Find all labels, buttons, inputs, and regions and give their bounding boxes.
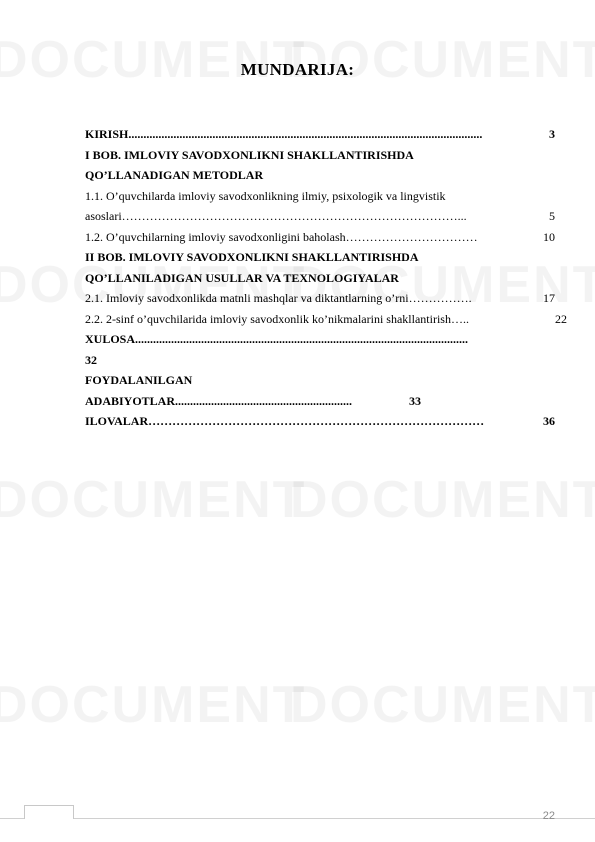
toc-section-2-2[interactable]: 2.2. 2-sinf o’quvchilarida imloviy savodxonlik ko’nikmalarini shakllantirish ….. 22 — [85, 311, 567, 326]
table-of-contents — [85, 124, 567, 432]
toc-chapter-1-heading[interactable]: I BOB. IMLOVIY SAVODXONLIKNI SHAKLLANTIRISHDA — [85, 147, 414, 162]
toc-chapter-2-heading[interactable]: II BOB. IMLOVIY SAVODXONLIKNI SHAKLLANTIRISHDA — [85, 250, 419, 264]
toc-section-1-1[interactable]: 1.1. O’quvchilarda imloviy savodxonlikning ilmiy, psixologik va lingvistik — [85, 188, 446, 203]
watermark — [290, 470, 595, 530]
toc-chapter-1-heading-cont[interactable]: QO’LLANADIGAN METODLAR — [85, 168, 264, 182]
footer-rule — [0, 818, 595, 819]
footer-tab — [24, 805, 74, 819]
page-number: 22 — [542, 810, 555, 822]
toc-section-2-1[interactable]: 2.1. Imloviy savodxonlikda matnli mashqlar va diktantlarning o’rni ……………. 17 — [85, 291, 555, 305]
toc-chapter-2-heading-cont[interactable]: QO’LLANILADIGAN USULLAR VA TEXNOLOGIYALAR — [85, 270, 399, 285]
toc-entry-ilovalar[interactable]: ILOVALAR ………………………………………………………………………… 36 — [85, 414, 555, 428]
toc-entry-xulosa[interactable]: XULOSA ............................................................................................................... — [85, 332, 469, 346]
toc-entry-adabiyotlar[interactable]: FOYDALANILGAN — [85, 373, 193, 387]
toc-entry-adabiyotlar-cont[interactable]: ADABIYOTLAR ........................................................... 33 — [85, 393, 421, 408]
watermark — [0, 470, 306, 530]
page-title: MUNDARIJA: — [240, 60, 355, 79]
watermark — [0, 675, 306, 735]
toc-entry-kirish[interactable]: KIRISH ...................................................................................................................... 3 — [85, 127, 555, 141]
toc-entry-xulosa-page[interactable]: 32 — [85, 352, 97, 367]
toc-section-1-1-cont[interactable]: asoslari …………………………………………………………………………... 5 — [85, 209, 555, 223]
watermark — [290, 675, 595, 735]
toc-section-1-2[interactable]: 1.2. O’quvchilarning imloviy savodxonligini baholash …………………………… 10 — [85, 229, 555, 244]
